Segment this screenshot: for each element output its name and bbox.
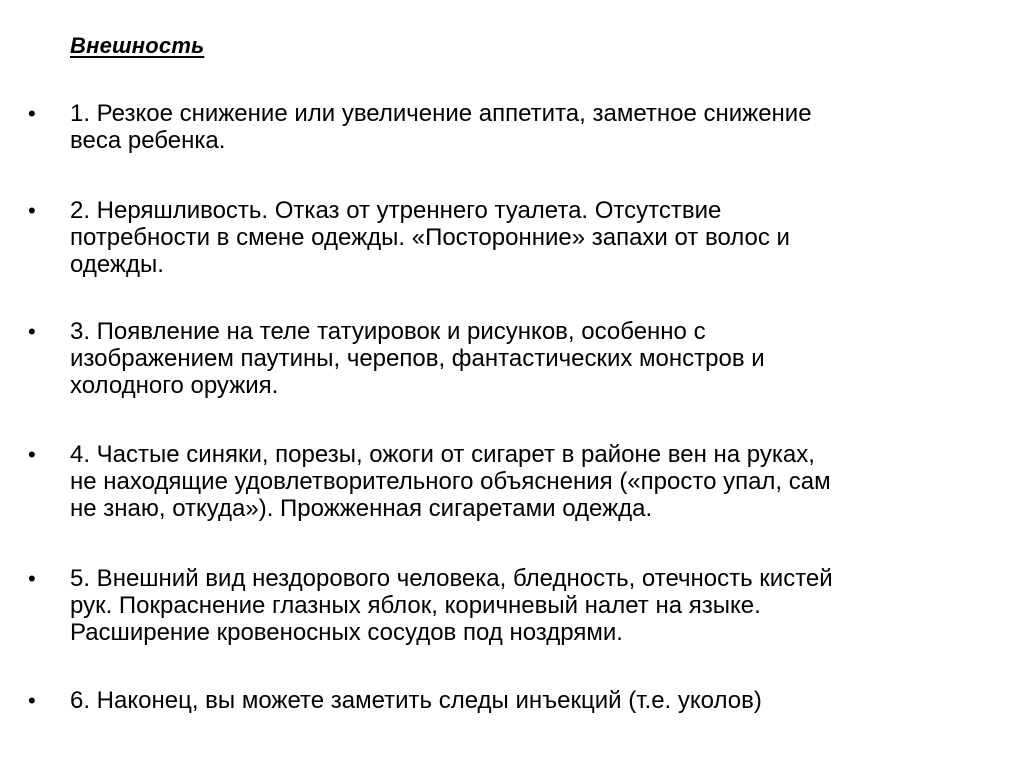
bullet-text [70,318,1000,399]
list-item [28,441,1008,522]
list-item [28,565,1008,646]
slide-heading: Внешность [70,33,205,58]
text-line: Расширение кровеносных сосудов под ноздрями. [70,619,623,646]
text-line: одежды. [70,251,164,278]
bullet-icon: • [28,101,36,126]
bullet-text [70,565,1000,646]
text-line: 3. Появление на теле татуировок и рисунков, особенно с [70,318,706,345]
bullet-text [70,441,1000,522]
text-line: веса ребенка. [70,127,226,154]
list-item [28,687,1008,714]
text-line: холодного оружия. [70,372,279,399]
text-line: потребности в смене одежды. «Посторонние» запахи от волос и [70,224,790,251]
bullet-text [70,687,1000,714]
text-line: изображением паутины, черепов, фантастических монстров и [70,345,765,372]
text-line: 1. Резкое снижение или увеличение аппетита, заметное снижение [70,100,812,127]
list-item [28,197,1008,278]
bullet-icon: • [28,688,36,713]
list-item [28,100,1008,154]
bullet-icon: • [28,319,36,344]
text-line: 4. Частые синяки, порезы, ожоги от сигарет в районе вен на руках, [70,441,815,468]
text-line: 5. Внешний вид нездорового человека, бледность, отечность кистей [70,565,833,592]
list-item [28,318,1008,399]
text-line: не находящие удовлетворительного объяснения («просто упал, сам [70,468,831,495]
bullet-text [70,197,1000,278]
text-line: рук. Покраснение глазных яблок, коричневый налет на языке. [70,592,761,619]
text-line: не знаю, откуда»). Прожженная сигаретами одежда. [70,495,653,522]
text-line: 6. Наконец, вы можете заметить следы инъекций (т.е. уколов) [70,687,762,714]
bullet-icon: • [28,442,36,467]
text-line: 2. Неряшливость. Отказ от утреннего туалета. Отсутствие [70,197,722,224]
bullet-icon: • [28,198,36,223]
bullet-icon: • [28,566,36,591]
bullet-text [70,100,1000,154]
